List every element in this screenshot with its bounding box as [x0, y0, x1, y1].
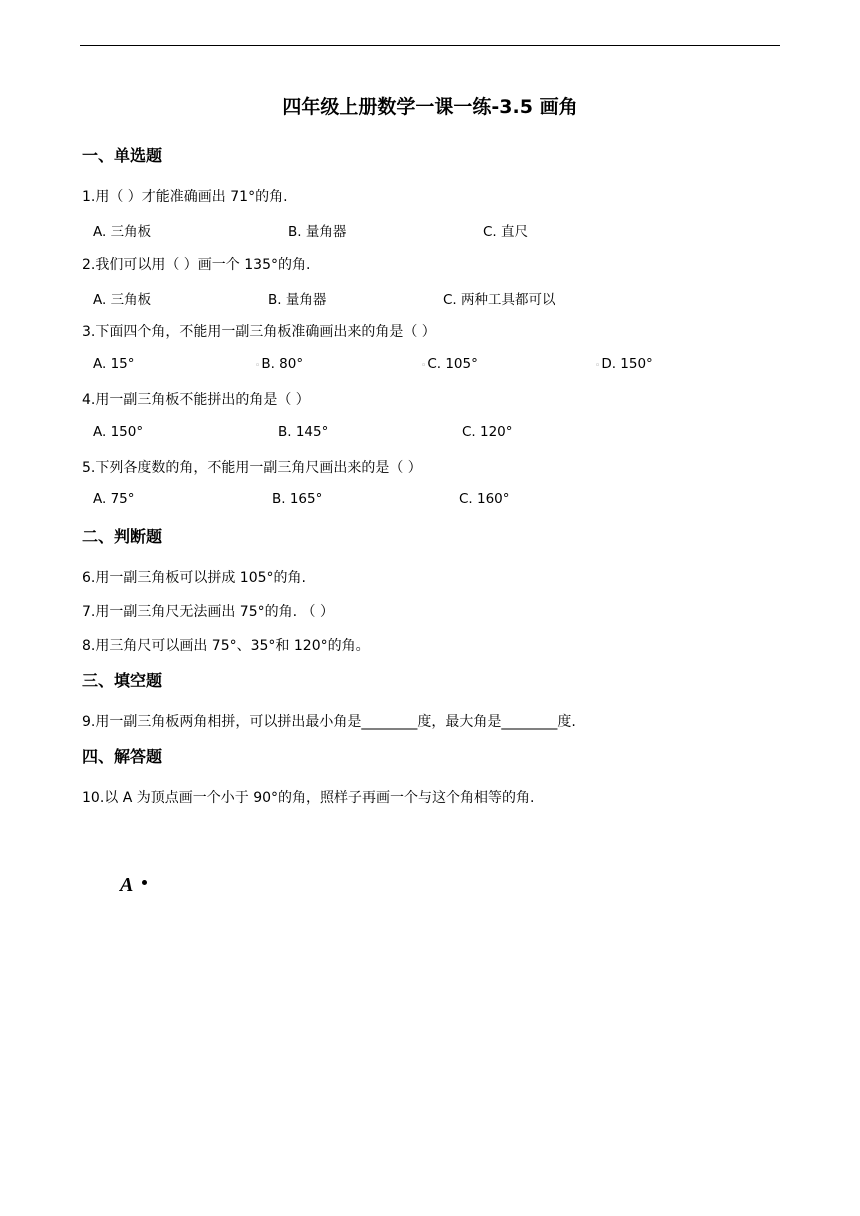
point-a-label: A	[120, 874, 134, 896]
question-1-option-a: A. 三角板	[93, 224, 152, 240]
section-heading-single-choice: 一、单选题	[82, 146, 163, 165]
question-5-option-a: A. 75°	[93, 491, 135, 507]
question-2-option-c: C. 两种工具都可以	[443, 292, 556, 308]
question-5: 5.下列各度数的角，不能用一副三角尺画出来的是（ ）	[82, 460, 422, 476]
question-2: 2.我们可以用（ ）画一个 135°的角.	[82, 257, 311, 273]
tick-mark-icon: ◦	[595, 361, 601, 371]
question-1: 1.用（ ）才能准确画出 71°的角.	[82, 189, 288, 205]
question-3: 3.下面四个角，不能用一副三角板准确画出来的角是（ ）	[82, 324, 436, 340]
question-2-option-b: B. 量角器	[268, 292, 327, 308]
question-5-option-b: B. 165°	[272, 491, 323, 507]
question-7: 7.用一副三角尺无法画出 75°的角. （ ）	[82, 604, 334, 620]
section-heading-answer: 四、解答题	[82, 747, 163, 766]
header-rule	[80, 45, 780, 46]
question-4: 4.用一副三角板不能拼出的角是（ ）	[82, 392, 310, 408]
point-a-dot	[142, 880, 147, 885]
section-heading-true-false: 二、判断题	[82, 527, 163, 546]
question-3-option-b: B. 80°	[261, 356, 304, 372]
question-3-option-b-wrap	[255, 356, 303, 372]
question-3-option-d-wrap	[595, 356, 653, 372]
question-3-option-d: D. 150°	[601, 356, 653, 372]
question-3-option-a: A. 15°	[93, 356, 135, 372]
tick-mark-icon: ◦	[421, 361, 427, 371]
question-9: 9.用一副三角板两角相拼，可以拼出最小角是________度，最大角是________度.	[82, 714, 576, 730]
question-3-option-c-wrap	[421, 356, 478, 372]
question-4-option-b: B. 145°	[278, 424, 329, 440]
question-1-option-c: C. 直尺	[483, 224, 529, 240]
question-8: 8.用三角尺可以画出 75°、35°和 120°的角。	[82, 638, 370, 654]
section-heading-fill-blank: 三、填空题	[82, 671, 163, 690]
question-3-option-c: C. 105°	[427, 356, 478, 372]
question-6: 6.用一副三角板可以拼成 105°的角.	[82, 570, 306, 586]
page-title: 四年级上册数学一课一练-3.5 画角	[282, 96, 578, 118]
question-5-option-c: C. 160°	[459, 491, 510, 507]
question-2-option-a: A. 三角板	[93, 292, 152, 308]
question-1-option-b: B. 量角器	[288, 224, 347, 240]
question-4-option-a: A. 150°	[93, 424, 144, 440]
tick-mark-icon: ◦	[255, 361, 261, 371]
question-10: 10.以 A 为顶点画一个小于 90°的角，照样子再画一个与这个角相等的角.	[82, 790, 535, 806]
question-4-option-c: C. 120°	[462, 424, 513, 440]
